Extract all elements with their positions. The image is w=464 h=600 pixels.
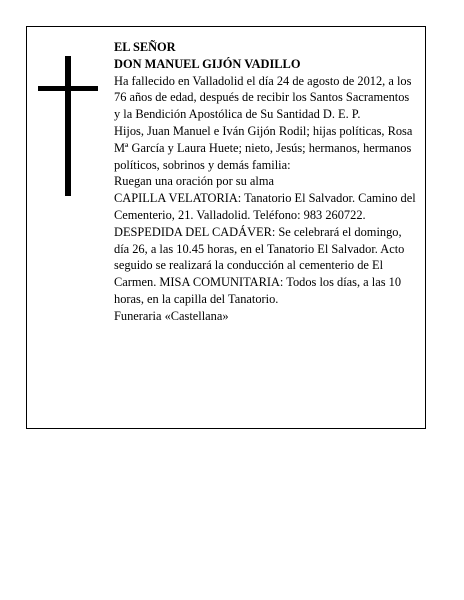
chapel-info: CAPILLA VELATORIA: Tanatorio El Salvador. Camino del Cementerio, 21. Valladolid. Teléfono: 983 260722. bbox=[114, 191, 416, 222]
notice-heading: EL SEÑOR bbox=[114, 40, 176, 54]
family-list: Hijos, Juan Manuel e Iván Gijón Rodil; hijas políticas, Rosa Mª García y Laura Huete; nieto, Jesús; hermanos, hermanos políticos, sobrinos y demás familia: bbox=[114, 123, 413, 172]
farewell-info: DESPEDIDA DEL CADÁVER: Se celebrará el domingo, día 26, a las 10.45 horas, en el Tanatorio El Salvador. Acto seguido se realizará la conducción al cementerio de El Carmen. MISA COMUNITARIA: Todos los días, a las 10 horas, en la capilla del Tanatorio. bbox=[114, 224, 405, 306]
deceased-name: DON MANUEL GIJÓN VADILLO bbox=[114, 56, 301, 71]
obituary-text bbox=[114, 39, 416, 325]
death-announcement: Ha fallecido en Valladolid el día 24 de agosto de 2012, a los 76 años de edad, después de recibir los Santos Sacramentos y la Bendición Apostólica de Su Santidad D. E. P. bbox=[114, 73, 412, 122]
cross-vertical-bar bbox=[65, 56, 71, 196]
prayer-request: Ruegan una oración por su alma bbox=[114, 174, 274, 189]
funeral-home: Funeraria «Castellana» bbox=[114, 308, 229, 323]
cross-horizontal-bar bbox=[38, 86, 98, 91]
latin-cross-icon bbox=[38, 56, 98, 196]
